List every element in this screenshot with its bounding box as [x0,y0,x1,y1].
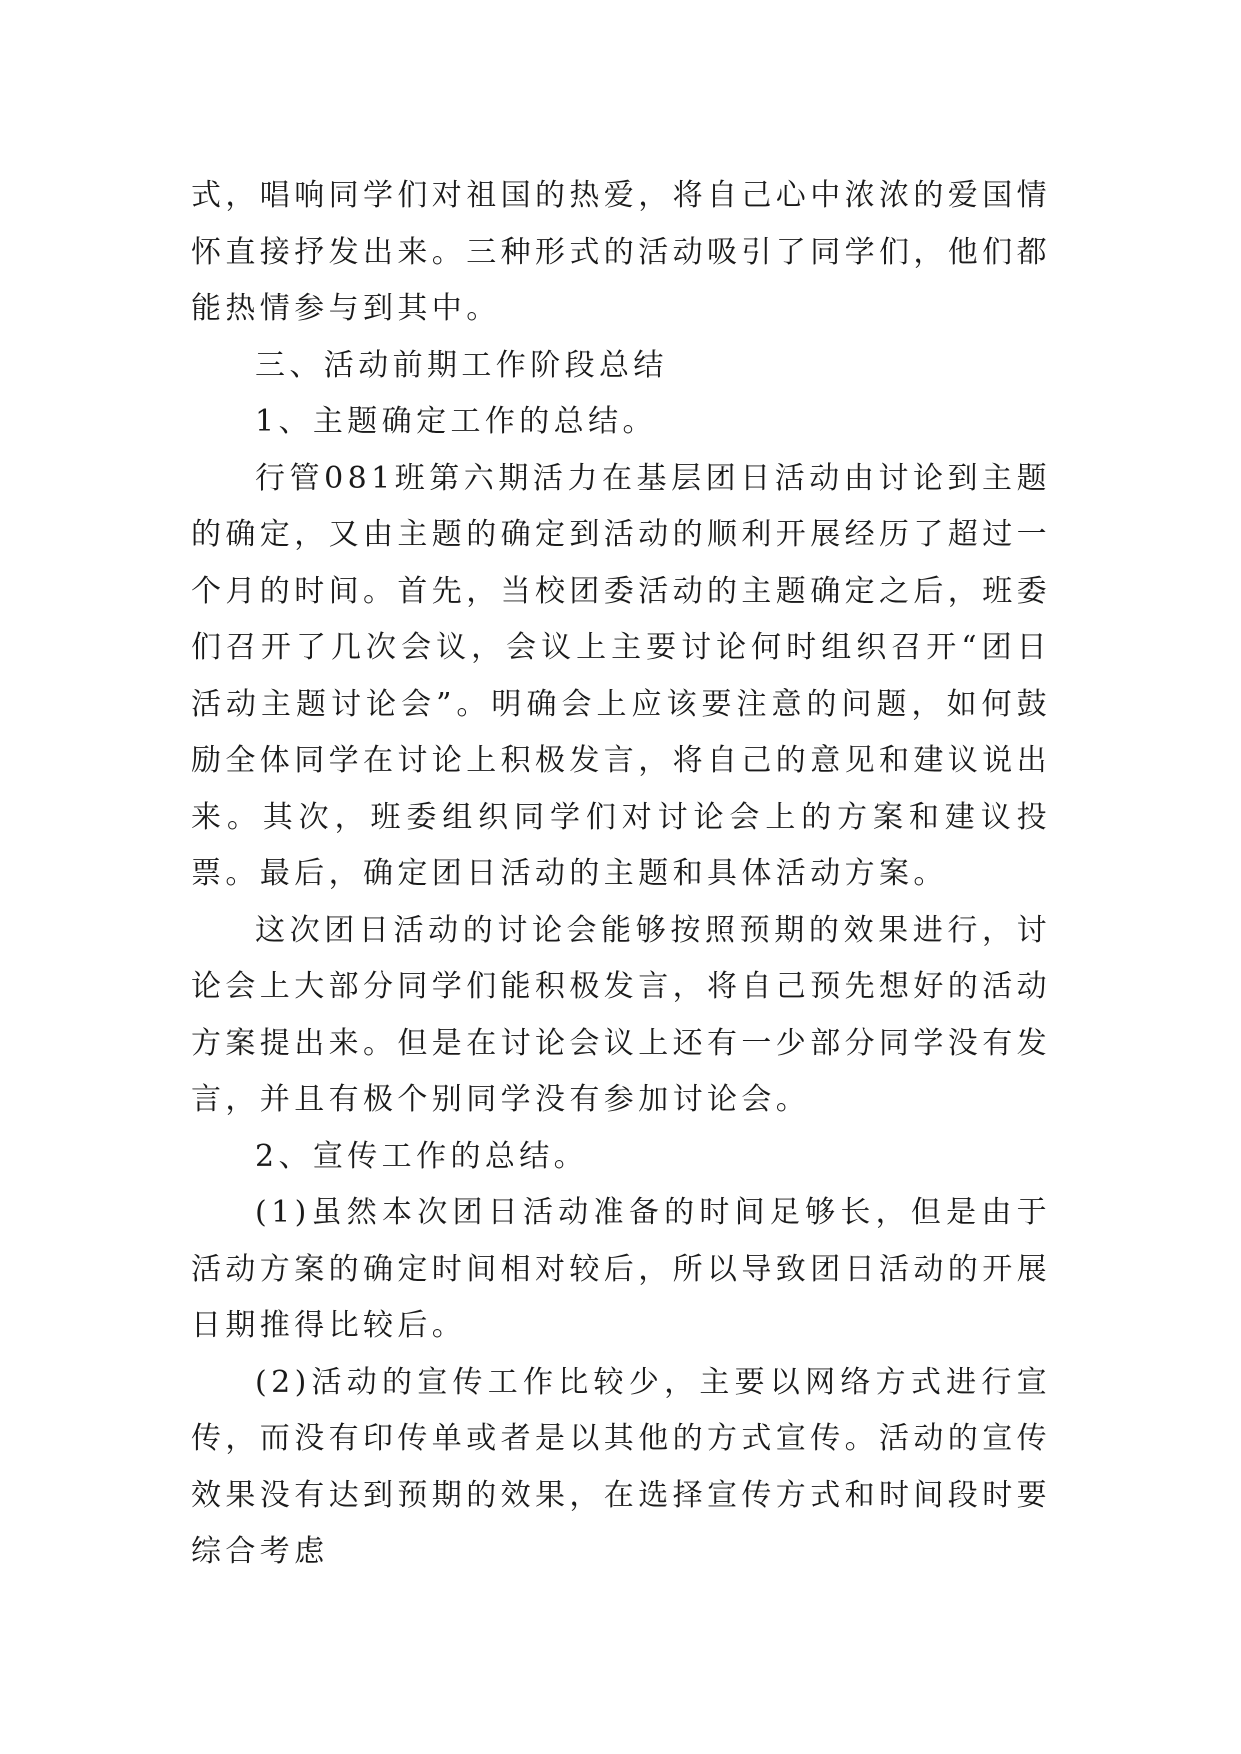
paragraph-publicity-point-2: (2)活动的宣传工作比较少，主要以网络方式进行宣传，而没有印传单或者是以其他的方式宣传。活动的宣传效果没有达到预期的效果，在选择宣传方式和时间段时要综合考虑 [191,1364,1051,1569]
section-heading-3: 三、活动前期工作阶段总结 [255,347,668,383]
paragraph-discussion-result: 这次团日活动的讨论会能够按照预期的效果进行，讨论会上大部分同学们能积极发言，将自己预先想好的活动方案提出来。但是在讨论会议上还有一少部分同学没有发言，并且有极个别同学没有参加讨论会。 [191,912,1051,1117]
document-body [191,168,1051,1581]
paragraph-continuation: 式，唱响同学们对祖国的热爱，将自己心中浓浓的爱国情怀直接抒发出来。三种形式的活动吸引了同学们，他们都能热情参与到其中。 [191,178,1051,326]
subheading-theme-summary: 1、主题确定工作的总结。 [255,404,657,439]
paragraph-theme-process: 行管081班第六期活力在基层团日活动由讨论到主题的确定，又由主题的确定到活动的顺利开展经历了超过一个月的时间。首先，当校团委活动的主题确定之后，班委们召开了几次会议，会议上主要讨论何时组织召开“团日活动主题讨论会”。明确会上应该要注意的问题，如何鼓励全体同学在讨论上积极发言，将自己的意见和建议说出来。其次，班委组织同学们对讨论会上的方案和建议投票。最后，确定团日活动的主题和具体活动方案。 [191,460,1051,891]
subheading-publicity-summary: 2、宣传工作的总结。 [255,1138,589,1174]
paragraph-publicity-point-1: (1)虽然本次团日活动准备的时间足够长，但是由于活动方案的确定时间相对较后，所以导致团日活动的开展日期推得比较后。 [191,1195,1051,1343]
